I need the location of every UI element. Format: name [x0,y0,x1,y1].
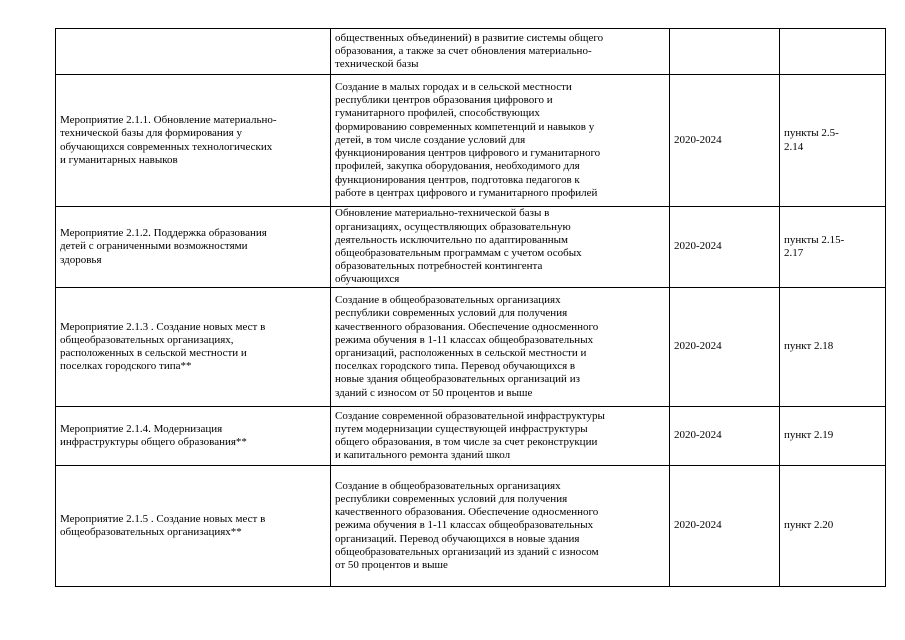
table-row [56,29,886,75]
period-cell: 2020-2024 [670,466,780,587]
table-row [56,288,886,407]
measure-cell: Мероприятие 2.1.4. Модернизация инфраструктуры общего образования** [56,407,331,466]
description-cell: Создание в общеобразовательных организациях республики современных условий для получения качественного образования. Обеспечение односменного режима обучения в 1-11 классах общеобразовательных организаций. Перевод обучающихся в новые здания общеобразовательных организаций из зданий с износом от 50 процентов и выше [331,466,670,587]
points-cell [780,29,886,75]
points-cell: пункты 2.15- 2.17 [780,207,886,288]
period-cell: 2020-2024 [670,75,780,207]
table-row [56,207,886,288]
measure-cell: Мероприятие 2.1.3 . Создание новых мест в общеобразовательных организациях, расположенных в сельской местности и поселках городского типа** [56,288,331,407]
description-cell: Создание в общеобразовательных организациях республики современных условий для получения качественного образования. Обеспечение односменного режима обучения в 1-11 классах общеобразовательных организаций, расположенных в сельской местности и поселках городского типа. Перевод обучающихся в новые здания общеобразовательных организаций из зданий с износом от 50 процентов и выше [331,288,670,407]
measures-table [55,28,886,587]
measure-cell: Мероприятие 2.1.1. Обновление материально- технической базы для формирования у обучающихся современных технологических и гуманитарных навыков [56,75,331,207]
description-cell: общественных объединений) в развитие системы общего образования, а также за счет обновления материально- технической базы [331,29,670,75]
points-cell: пункт 2.19 [780,407,886,466]
period-cell: 2020-2024 [670,407,780,466]
points-cell: пункт 2.20 [780,466,886,587]
table-row [56,466,886,587]
period-cell [670,29,780,75]
points-cell: пункт 2.18 [780,288,886,407]
points-cell: пункты 2.5- 2.14 [780,75,886,207]
measure-cell: Мероприятие 2.1.2. Поддержка образования детей с ограниченными возможностями здоровья [56,207,331,288]
description-cell: Создание современной образовательной инфраструктуры путем модернизации существующей инфраструктуры общего образования, в том числе за счет реконструкции и капитального ремонта зданий школ [331,407,670,466]
measure-cell [56,29,331,75]
period-cell: 2020-2024 [670,288,780,407]
table-row [56,75,886,207]
period-cell: 2020-2024 [670,207,780,288]
table-row [56,407,886,466]
description-cell: Создание в малых городах и в сельской местности республики центров образования цифрового и гуманитарного профилей, способствующих формированию современных компетенций и навыков у детей, в том числе создание условий для функционирования центров цифрового и гуманитарного профилей, закупка оборудования, необходимого для функционирования центров, подготовка педагогов к работе в центрах цифрового и гуманитарного профилей [331,75,670,207]
measure-cell: Мероприятие 2.1.5 . Создание новых мест в общеобразовательных организациях** [56,466,331,587]
description-cell: Обновление материально-технической базы в организациях, осуществляющих образовательную деятельность исключительно по адаптированным общеобразовательным программам с учетом особых образовательных потребностей контингента обучающихся [331,207,670,288]
